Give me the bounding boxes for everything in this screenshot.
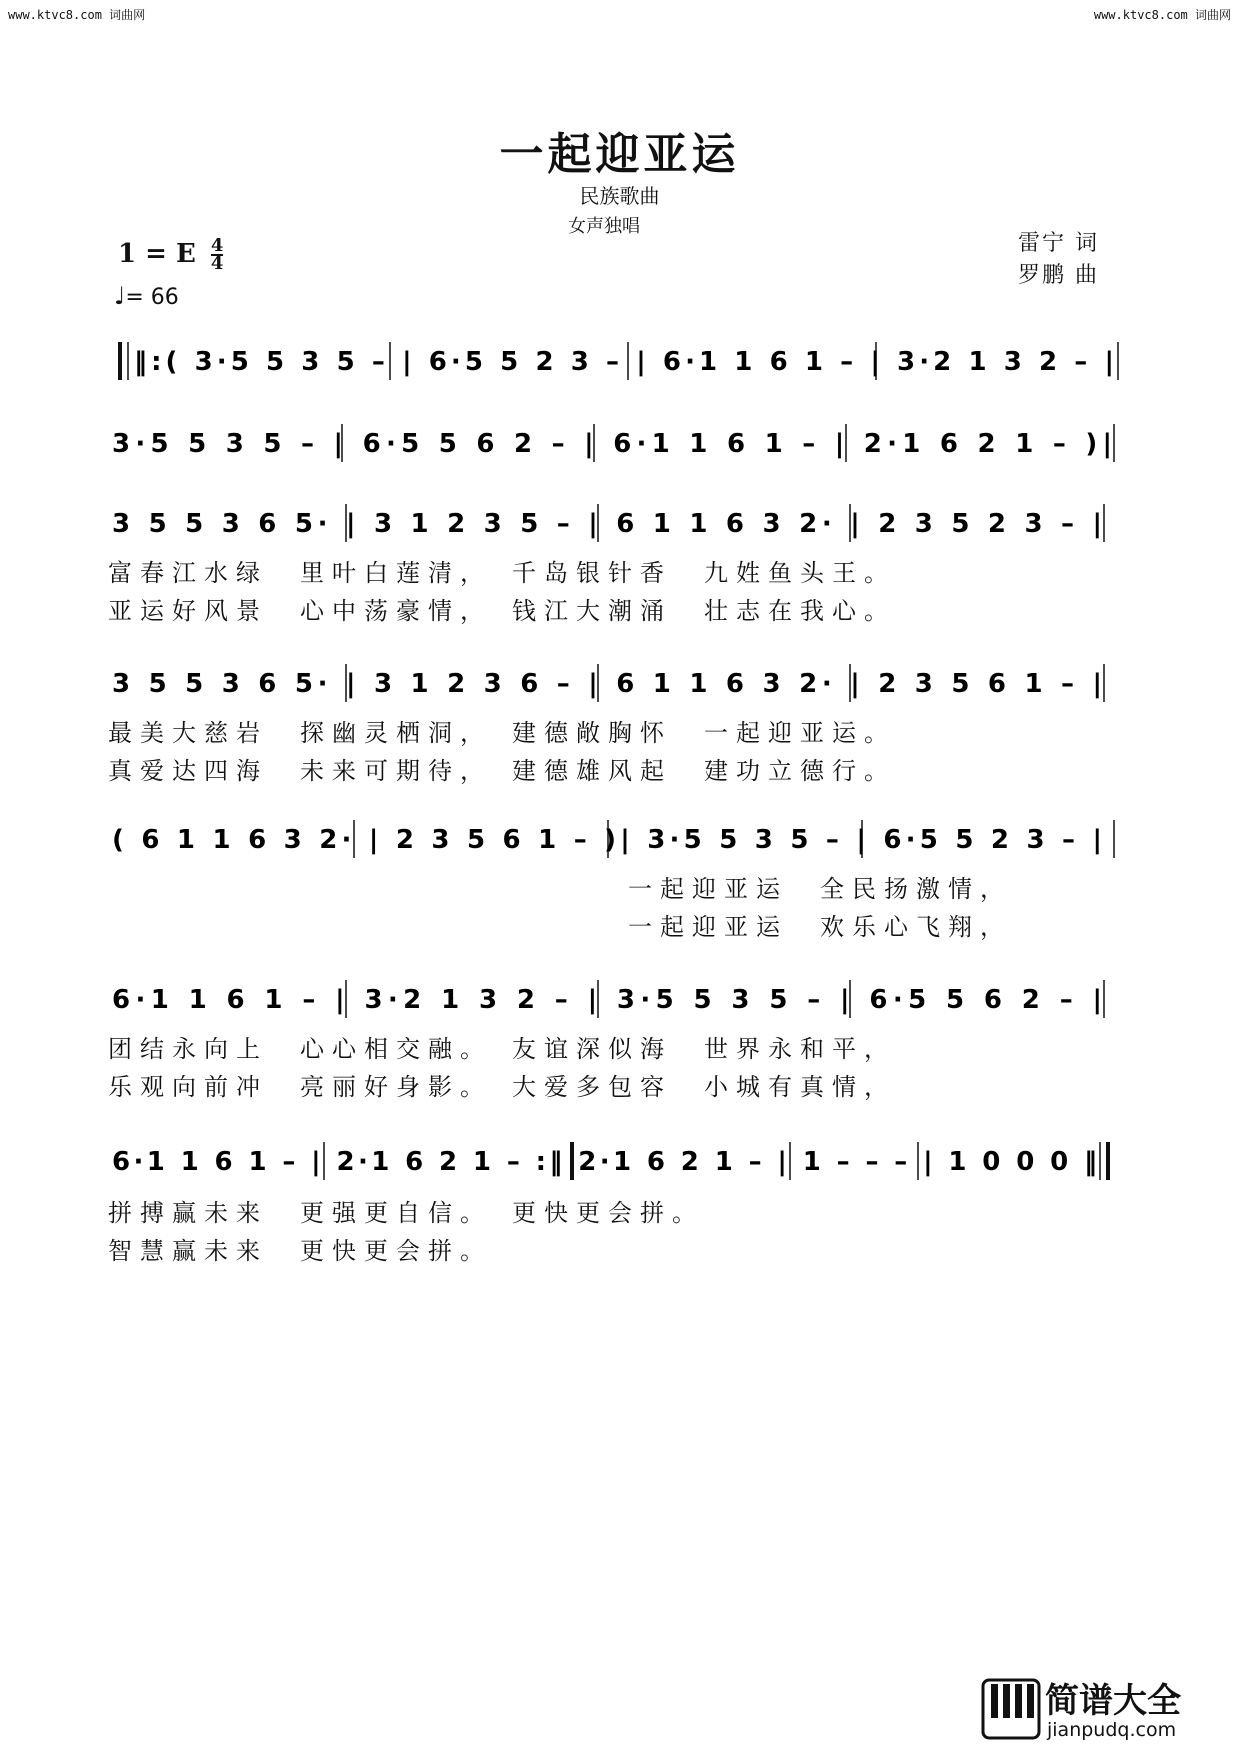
lyric-line: 富春江水绿 里叶白莲清， 千岛银针香 九姓鱼头王。 (108, 559, 896, 587)
notation-text: 3·5 5 3 5 – | 6·5 5 6 2 – | 6·1 1 6 1 – | 2·1 6 2 1 – )| (112, 429, 1113, 459)
tempo-value: = 66 (125, 285, 179, 310)
lyric-line: 最美大慈岩 探幽灵栖洞， 建德敞胸怀 一起迎亚运。 (108, 719, 896, 747)
piano-keys-icon (981, 1676, 1211, 1742)
site-label-left: www.ktvc8.com 词曲网 (8, 8, 146, 22)
notation-row-4 (0, 660, 1239, 708)
time-signature-bottom: 4 (210, 253, 224, 274)
song-title: 一起迎亚运 (499, 129, 740, 180)
lyric-line: 乐观向前冲 亮丽好身影。 大爱多包容 小城有真情， (108, 1073, 896, 1101)
lyric-line: 真爱达四海 未来可期待， 建德雄风起 建功立德行。 (108, 757, 896, 785)
lyric-line: 团结永向上 心心相交融。 友谊深似海 世界永和平， (108, 1035, 896, 1063)
notation-row-5 (0, 816, 1239, 864)
notation-row-7 (0, 1138, 1239, 1186)
lyricist-credit: 雷宁 词 (1018, 231, 1099, 256)
lyric-line: 拼搏赢未来 更强更自信。 更快更会拼。 (108, 1199, 704, 1227)
notation-text: 3 5 5 3 6 5· | 3 1 2 3 6 – | 6 1 1 6 3 2· | 2 3 5 6 1 – | (112, 669, 1102, 699)
notation-text: 3 5 5 3 6 5· | 3 1 2 3 5 – | 6 1 1 6 3 2· | 2 3 5 2 3 – | (112, 509, 1102, 539)
jianpu-logo (981, 1676, 1211, 1742)
lyric-line: 一起迎亚运 欢乐心飞翔， (628, 913, 1012, 941)
time-signature-top: 4 (210, 235, 224, 256)
key-label: 1 = E (118, 239, 196, 269)
notation-row-1 (0, 338, 1239, 386)
composer-credit: 罗鹏 曲 (1018, 263, 1099, 288)
notation-row-2 (0, 420, 1239, 468)
lyric-line: 亚运好风景 心中荡豪情， 钱江大潮涌 壮志在我心。 (108, 597, 896, 625)
notation-text: 6·1 1 6 1 – | 2·1 6 2 1 – :‖ 2·1 6 2 1 – | 1 – – – | 1 0 0 0 ‖ (112, 1147, 1097, 1177)
quarter-note-icon: ♩ (114, 282, 126, 310)
site-label-right: www.ktvc8.com 词曲网 (1093, 8, 1231, 22)
logo-brand: 简谱大全 (1045, 1681, 1181, 1721)
notation-text: 6·1 1 6 1 – | 3·2 1 3 2 – | 3·5 5 3 5 – | 6·5 5 6 2 – | (112, 985, 1102, 1015)
lyric-line: 一起迎亚运 全民扬激情， (628, 875, 1012, 903)
notation-text: ( 6 1 1 6 3 2· | 2 3 5 6 1 – )| 3·5 5 3 5 – | 6·5 5 2 3 – | (112, 825, 1102, 855)
notation-row-6 (0, 976, 1239, 1024)
tempo-marking (114, 282, 179, 310)
performance-type: 女声独唱 (568, 216, 640, 237)
song-genre: 民族歌曲 (579, 184, 660, 208)
lyric-line: 智慧赢未来 更快更会拼。 (108, 1237, 492, 1265)
notation-text: ‖:( 3·5 5 3 5 – | 6·5 5 2 3 – | 6·1 1 6 1 – | 3·2 1 3 2 – | (134, 347, 1114, 377)
logo-url: jianpudq.com (1047, 1719, 1177, 1741)
key-signature (118, 235, 224, 274)
notation-row-3 (0, 500, 1239, 548)
